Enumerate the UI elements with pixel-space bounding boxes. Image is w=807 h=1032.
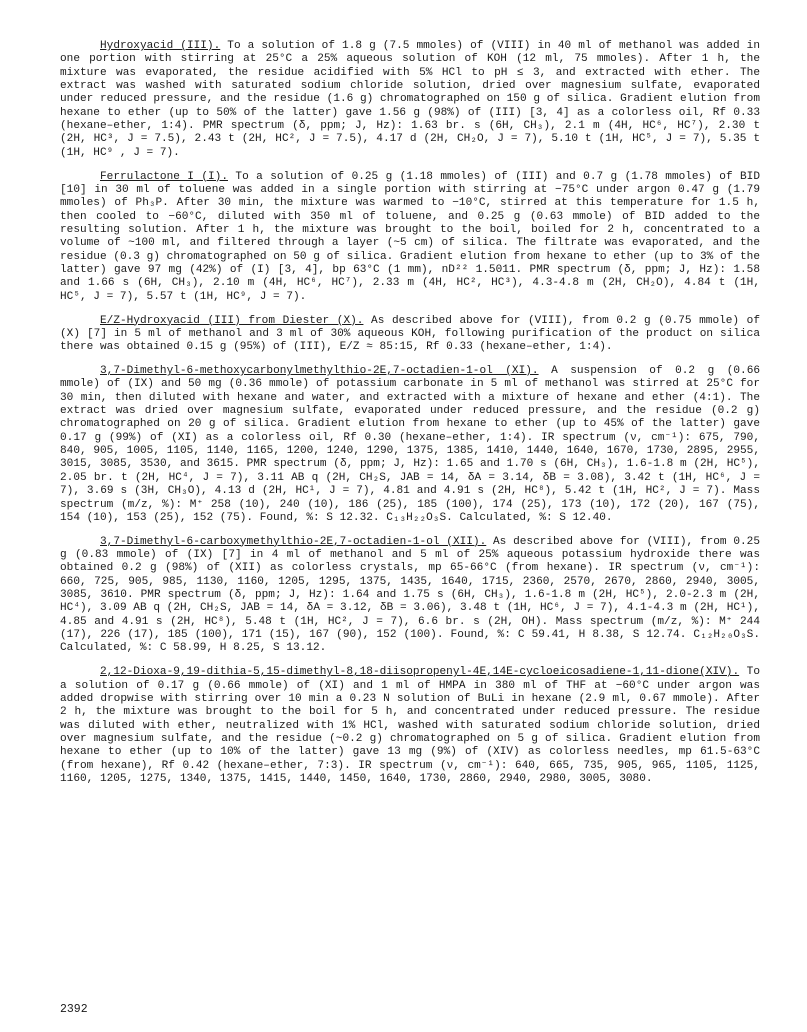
paragraph-text: As described above for (VIII), from 0.25 g (0.83 mmole) of (IX) [7] in 4 ml of methanol and 5 ml of 25% aqueous potassium hydroxide there was obtained 0.2 g (98%) of (XII) as colorless crystals, mp 65-66°C (from hexane). IR spectrum (ν, cm⁻¹): 660, 725, 905, 985, 1130, 1160, 1205, 1295, 1375, 1435, 1640, 1715, 2360, 2570, 2670, 2860, 2940, 3005, 3085, 3610. PMR spectrum (δ, ppm; J, Hz): 1.64 and 1.75 s (6H, CH₃), 1.6-1.8 m (2H, HC⁵), 2.0-2.3 m (2H, HC⁴), 3.09 AB q (2H, CH₂S, JAB = 14, δA = 3.12, δB = 3.06), 3.48 t (1H, HC⁶, J = 7), 4.1-4.3 m (2H, HC¹), 4.85 and 4.91 s (2H, HC⁸), 5.48 t (1H, HC², J = 7), 6.6 br. s (2H, OH). Mass spectrum (m/z, %): M⁺ 244 (17), 226 (17), 185 (100), 171 (15), 167 (90), 152 (100). Found, %: C 59.41, H 8.38, S 12.74. C₁₂H₂₀O₃S. Calculated, %: C 58.99, H 8.25, S 13.12. — [60, 535, 760, 655]
paragraph-ez-hydroxyacid — [60, 315, 760, 355]
paragraph-compound-xiv — [60, 666, 760, 786]
paragraph-heading: E/Z-Hydroxyacid (III) from Diester (X). — [100, 314, 364, 327]
paragraph-text: To a solution of 0.25 g (1.18 mmoles) of (III) and 0.7 g (1.78 mmoles) of BID [10] in 30 ml of toluene was added in a single portion with stirring at −75°C under argon 0.47 g (1.79 mmoles) of Ph₃P. After 30 min, the mixture was warmed to −10°C, stirred at this temperature for 1.5 h, then cooled to −60°C, diluted with 350 ml of toluene, and 0.25 g (0.63 mmole) of BID added to the resulting solution. After 1 h, the mixture was brought to the boil, boiled for 2 h, concentrated to a volume of ~100 ml, and filtered through a layer (~5 cm) of silica. The filtrate was evaporated, and the residue (0.3 g) chromatographed on 50 g of silica. Gradient elution from hexane to ether (up to 3% of the latter) gave 97 mg (42%) of (I) [3, 4], bp 63°C (1 mm), nD²² 1.5011. PMR spectrum (δ, ppm; J, Hz): 1.58 and 1.66 s (6H, CH₃), 2.10 m (4H, HC⁶, HC⁷), 2.33 m (4H, HC², HC³), 4.3-4.8 m (2H, CH₂O), 4.84 t (1H, HC⁵, J = 7), 5.57 t (1H, HC⁹, J = 7). — [60, 170, 760, 303]
paragraph-text: To a solution of 0.17 g (0.66 mmole) of (XI) and 1 ml of HMPA in 380 ml of THF at −60°C under argon was added dropwise with stirring over 10 min a 0.23 N solution of BuLi in hexane (2.9 ml, 0.67 mmole). After 2 h, the mixture was brought to the boil for 5 h, and concentrated under reduced pressure. The residue was diluted with ether, neutralized with 1% HCl, washed with saturated sodium chloride solution, dried over magnesium sulfate, and the residue (~0.2 g) chromatographed on 5 g of silica. Gradient elution from hexane to ether (up to 10% of the latter) gave 13 mg (9%) of (XIV) as colorless needles, mp 61.5-63°C (from hexane), Rf 0.42 (hexane–ether, 7:3). IR spectrum (ν, cm⁻¹): 640, 665, 735, 905, 965, 1105, 1125, 1160, 1205, 1275, 1340, 1375, 1415, 1440, 1450, 1640, 1730, 2860, 2940, 2980, 3005, 3080. — [60, 666, 760, 786]
paragraph-heading: 3,7-Dimethyl-6-carboxymethylthio-2E,7-octadien-1-ol (XII). — [100, 535, 487, 548]
paragraph-heading: 2,12-Dioxa-9,19-dithia-5,15-dimethyl-8,18-diisopropenyl-4E,14E-cycloeicosadiene-1,11-dione(XIV). — [100, 666, 740, 679]
paragraph-heading: Ferrulactone I (I). — [100, 170, 228, 183]
paragraph-compound-xi — [60, 365, 760, 525]
page-number: 2392 — [60, 1003, 88, 1016]
paragraph-ferrulactone-i — [60, 171, 760, 304]
paragraph-compound-xii — [60, 536, 760, 656]
paragraph-heading: 3,7-Dimethyl-6-methoxycarbonylmethylthio-2E,7-octadien-1-ol (XI). — [100, 365, 539, 378]
paragraph-text: As described above for (VIII), from 0.2 g (0.75 mmole) of (X) [7] in 5 ml of methanol and 3 ml of 30% aqueous KOH, following purification of the product on silica there was obtained 0.15 g (95%) of (III), E/Z ≈ 85:15, Rf 0.33 (hexane–ether, 1:4). — [60, 314, 760, 354]
paragraph-text: A suspension of 0.2 g (0.66 mmole) of (IX) and 50 mg (0.36 mmole) of potassium carbonate in 5 ml of methanol was stirred at 25°C for 30 min, then diluted with hexane and water, and extracted with a mixture of hexane and ether (4:1). The extract was dried over magnesium sulfate, evaporated under reduced pressure, and the residue (0.2 g) chromatographed on 20 g of silica. Gradient elution from hexane to ether (up to 45% of the latter) gave 0.17 g (99%) of (XI) as a colorless oil, Rf 0.30 (hexane–ether, 1:4). IR spectrum (ν, cm⁻¹): 675, 790, 840, 905, 1005, 1105, 1140, 1165, 1200, 1240, 1290, 1375, 1385, 1410, 1440, 1640, 1670, 1730, 2895, 2955, 3015, 3085, 3530, and 3615. PMR spectrum (δ, ppm; J, Hz): 1.65 and 1.70 s (6H, CH₃), 1.6-1.8 m (2H, HC⁵), 2.05 br. t (2H, HC⁴, J = 7), 3.11 AB q (2H, CH₂S, JAB = 14, δA = 3.14, δB = 3.08), 3.42 t (1H, HC⁶, J = 7), 3.69 s (3H, CH₃O), 4.13 d (2H, HC¹, J = 7), 4.81 and 4.91 s (2H, HC⁸), 5.42 t (1H, HC², J = 7). Mass spectrum (m/z, %): M⁺ 258 (10), 240 (10), 186 (25), 185 (100), 174 (25), 173 (10), 172 (20), 167 (75), 154 (10), 153 (25), 152 (75). Found, %: S 12.32. C₁₃H₂₂O₃S. Calculated, %: S 12.40. — [60, 365, 761, 524]
paragraph-heading: Hydroxyacid (III). — [100, 40, 221, 52]
paragraph-hydroxyacid-iii — [60, 40, 760, 160]
paragraph-text: To a solution of 1.8 g (7.5 mmoles) of (VIII) in 40 ml of methanol was added in one portion with stirring at 25°C a 25% aqueous solution of KOH (12 ml, 75 mmoles). After 1 h, the mixture was evaporated, the residue acidified with 5% HCl to pH ≤ 3, and extracted with ether. The extract was washed with saturated sodium chloride solution, dried over magnesium sulfate, evaporated under reduced pressure, and the residue (1.6 g) chromatographed on 150 g of silica. Gradient elution from hexane to ether (up to 50% of the latter) gave 1.56 g (98%) of (III) [3, 4] as a colorless oil, Rf 0.33 (hexane–ether, 1:4). PMR spectrum (δ, ppm; J, Hz): 1.63 br. s (6H, CH₃), 2.1 m (4H, HC⁶, HC⁷), 2.30 t (2H, HC³, J = 7.5), 2.43 t (2H, HC², J = 7.5), 4.17 d (2H, CH₂O, J = 7), 5.10 t (1H, HC⁵, J = 7), 5.35 t (1H, HC⁹ , J = 7). — [60, 40, 760, 159]
article-body — [60, 40, 760, 797]
